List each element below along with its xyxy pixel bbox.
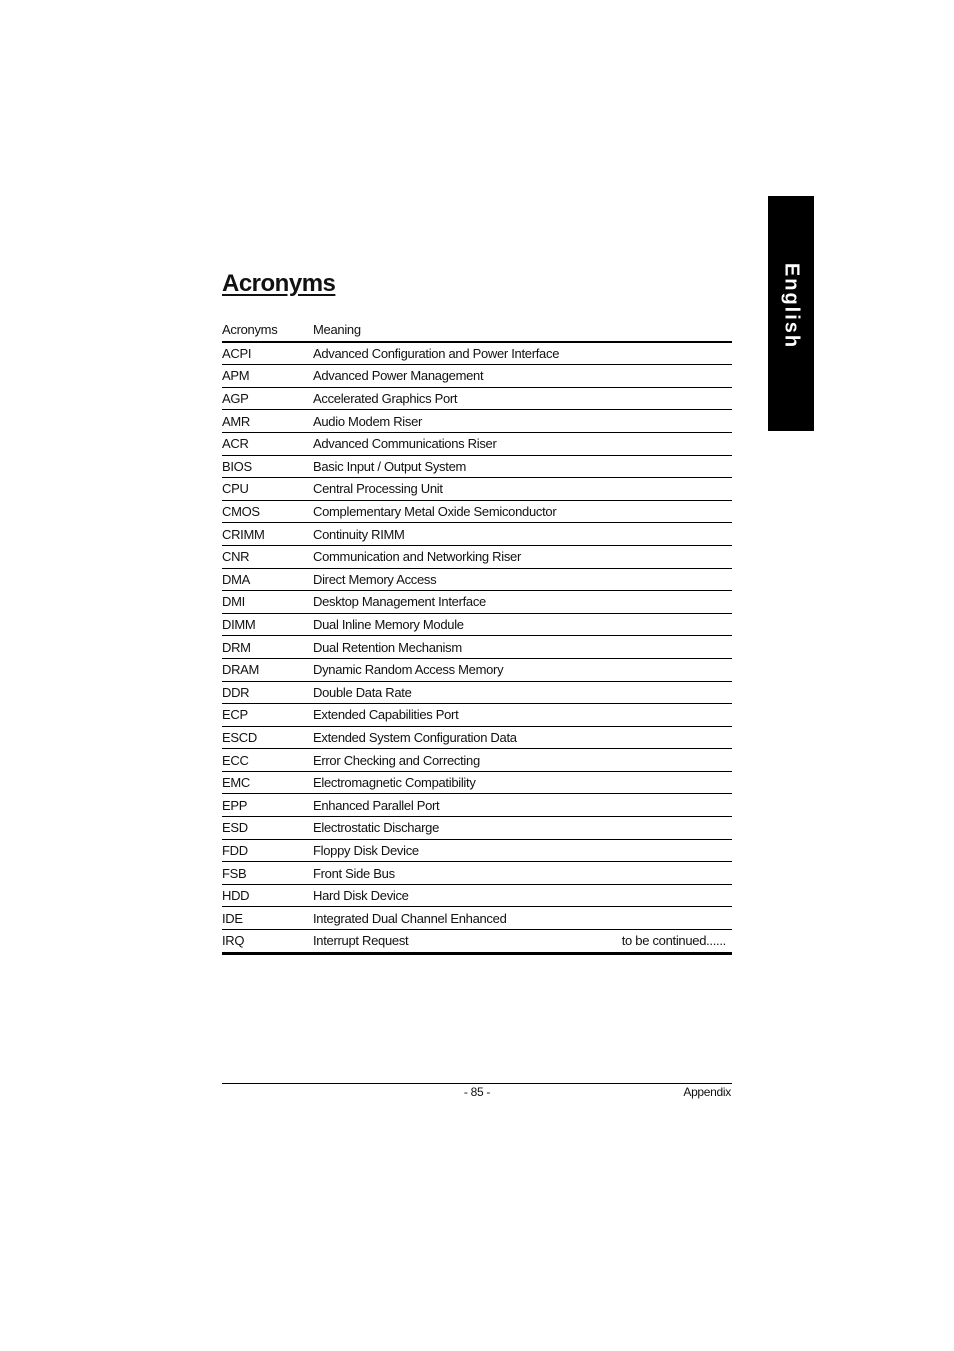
meaning-cell: Direct Memory Access xyxy=(313,571,437,587)
acronym-cell: AGP xyxy=(222,391,249,407)
continued-note: to be continued...... xyxy=(621,933,726,948)
table-row xyxy=(222,636,732,659)
table-row xyxy=(222,862,732,885)
acronym-cell: EPP xyxy=(222,797,248,813)
column-header-acronyms: Acronyms xyxy=(222,322,278,338)
acronym-cell: CRIMM xyxy=(222,526,265,542)
language-tab-label: English xyxy=(780,262,803,350)
page-title: Acronyms xyxy=(222,270,336,297)
table-row xyxy=(222,749,732,772)
table-row xyxy=(222,704,732,727)
meaning-cell: Double Data Rate xyxy=(313,684,412,700)
table-row xyxy=(222,387,732,410)
meaning-cell: Communication and Networking Riser xyxy=(313,549,522,565)
meaning-cell: Extended System Configuration Data xyxy=(313,729,517,745)
meaning-cell: Electromagnetic Compatibility xyxy=(313,775,476,791)
table-row xyxy=(222,568,732,591)
table-row xyxy=(222,613,732,636)
acronym-cell: APM xyxy=(222,368,250,384)
table-row xyxy=(222,455,732,478)
table-row xyxy=(222,410,732,433)
meaning-cell: Continuity RIMM xyxy=(313,526,405,542)
acronym-cell: ESD xyxy=(222,820,248,836)
meaning-cell: Enhanced Parallel Port xyxy=(313,797,440,813)
table-row xyxy=(222,523,732,546)
acronym-cell: DRAM xyxy=(222,662,260,678)
meaning-cell: Hard Disk Device xyxy=(313,888,409,904)
meaning-cell: Dynamic Random Access Memory xyxy=(313,662,504,678)
meaning-cell: Basic Input / Output System xyxy=(313,458,467,474)
table-row xyxy=(222,545,732,568)
meaning-cell: Electrostatic Discharge xyxy=(313,820,440,836)
acronym-cell: EMC xyxy=(222,775,250,791)
meaning-cell: Audio Modem Riser xyxy=(313,413,423,429)
meaning-cell: Complementary Metal Oxide Semiconductor xyxy=(313,504,557,520)
table-row xyxy=(222,478,732,501)
meaning-cell: Floppy Disk Device xyxy=(313,842,419,858)
table-row xyxy=(222,681,732,704)
acronym-cell: FDD xyxy=(222,842,248,858)
footer-section-name: Appendix xyxy=(683,1085,731,1099)
acronym-cell: DMA xyxy=(222,571,250,587)
table-row xyxy=(222,365,732,388)
acronyms-table-body xyxy=(222,342,732,954)
acronym-cell: DMI xyxy=(222,594,245,610)
table-row xyxy=(222,726,732,749)
meaning-cell: Integrated Dual Channel Enhanced xyxy=(313,910,507,926)
acronyms-table xyxy=(222,319,732,955)
acronym-cell: ACR xyxy=(222,436,249,452)
acronym-cell: CPU xyxy=(222,481,249,497)
table-row xyxy=(222,794,732,817)
acronym-cell: ECP xyxy=(222,707,248,723)
table-row xyxy=(222,771,732,794)
acronym-cell: IDE xyxy=(222,910,243,926)
meaning-cell: Advanced Configuration and Power Interface xyxy=(313,345,560,361)
meaning-cell: Dual Retention Mechanism xyxy=(313,639,462,655)
table-row xyxy=(222,817,732,840)
acronym-cell: ESCD xyxy=(222,729,257,745)
meaning-cell: Dual Inline Memory Module xyxy=(313,617,464,633)
footer-divider xyxy=(222,1083,732,1084)
acronym-cell: AMR xyxy=(222,413,250,429)
table-row xyxy=(222,884,732,907)
meaning-cell: Front Side Bus xyxy=(313,865,395,881)
meaning-cell: Extended Capabilities Port xyxy=(313,707,459,723)
acronym-cell: HDD xyxy=(222,888,250,904)
acronym-cell: CMOS xyxy=(222,504,260,520)
table-row xyxy=(222,432,732,455)
table-row xyxy=(222,500,732,523)
table-row xyxy=(222,907,732,930)
table-row xyxy=(222,342,732,365)
meaning-cell: Interrupt Request xyxy=(313,933,409,949)
table-row xyxy=(222,591,732,614)
acronym-cell: FSB xyxy=(222,865,247,881)
acronym-cell: ECC xyxy=(222,752,249,768)
table-row xyxy=(222,658,732,681)
acronym-cell: IRQ xyxy=(222,933,245,949)
meaning-cell: Desktop Management Interface xyxy=(313,594,486,610)
acronym-cell: DRM xyxy=(222,639,251,655)
table-header-row xyxy=(222,319,732,342)
table-row xyxy=(222,839,732,862)
acronym-cell: ACPI xyxy=(222,345,252,361)
acronym-cell: DDR xyxy=(222,684,250,700)
meaning-cell: Error Checking and Correcting xyxy=(313,752,480,768)
meaning-cell: Advanced Communications Riser xyxy=(313,436,497,452)
page-number: - 85 - xyxy=(463,1085,491,1099)
meaning-cell: Accelerated Graphics Port xyxy=(313,391,458,407)
column-header-meaning: Meaning xyxy=(313,322,361,338)
meaning-cell: Advanced Power Management xyxy=(313,368,484,384)
meaning-cell: Central Processing Unit xyxy=(313,481,443,497)
acronym-cell: BIOS xyxy=(222,458,252,474)
acronym-cell: CNR xyxy=(222,549,250,565)
acronym-cell: DIMM xyxy=(222,617,256,633)
language-tab xyxy=(768,196,814,431)
